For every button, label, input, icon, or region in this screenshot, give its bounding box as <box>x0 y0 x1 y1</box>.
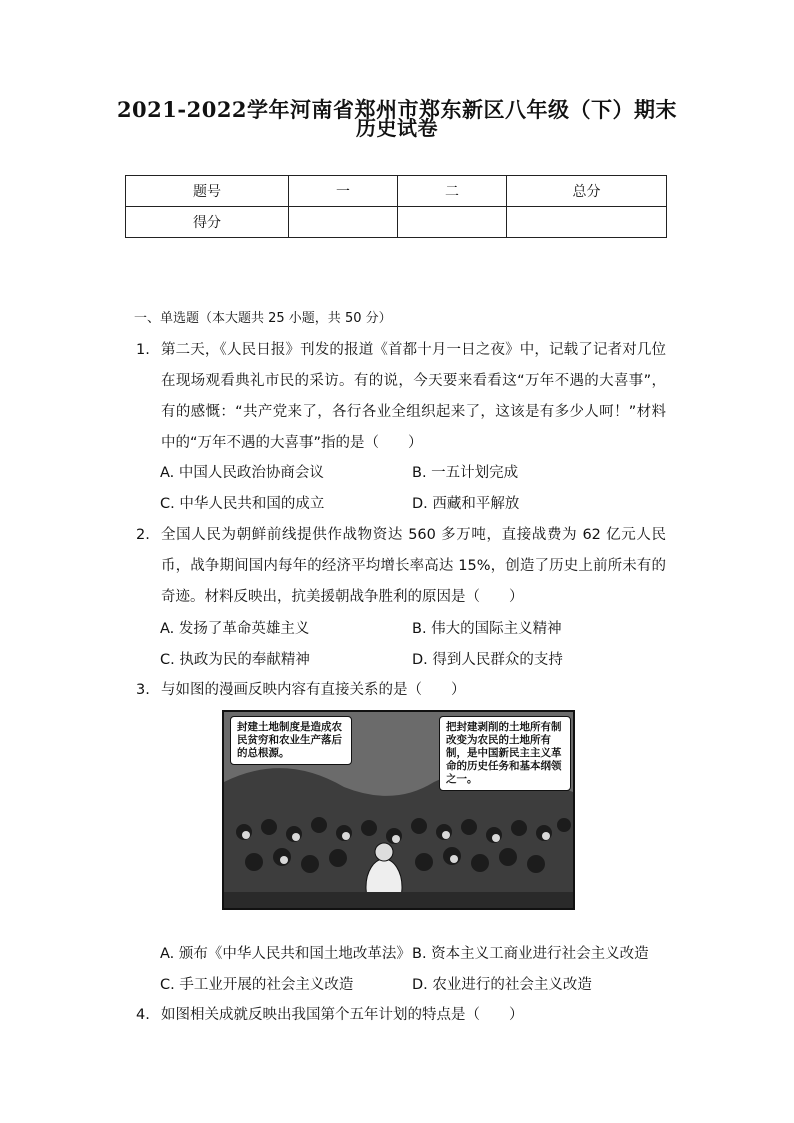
cartoon-speech-bubble-right: 把封建剥削的土地所有制改变为农民的土地所有制，是中国新民主主义革命的历史任务和基本纲领之一。 <box>439 716 571 791</box>
option-c[interactable]: C. 执政为民的奉献精神 <box>160 652 310 668</box>
option-b[interactable]: B. 伟大的国际主义精神 <box>412 621 562 637</box>
score-table <box>125 175 667 238</box>
option-b[interactable]: B. 资本主义工商业进行社会主义改造 <box>412 946 649 962</box>
score-cell-label: 题号 <box>126 176 289 207</box>
option-a[interactable]: A. 中国人民政治协商会议 <box>160 465 324 481</box>
score-cell-score-label: 得分 <box>126 207 289 238</box>
option-a[interactable]: A. 颁布《中华人民共和国土地改革法》 <box>160 946 411 962</box>
score-input-part2[interactable] <box>398 207 507 238</box>
score-table-header-row <box>126 176 667 207</box>
question-2-options <box>160 614 680 676</box>
exam-subtitle: 历史试卷 <box>356 116 438 140</box>
option-c[interactable]: C. 中华人民共和国的成立 <box>160 496 325 512</box>
question-stem: 第二天，《人民日报》刊发的报道《首都十月一日之夜》中，记载了记者对几位在现场观看典礼市民的采访。有的说，今天要来看看这“万年不遇的大喜事”，有的感慨：“共产党来了，各行各业全组织起来了，这该是有多少人呵！”材料中的“万年不遇的大喜事”指的是（ ） <box>161 342 666 451</box>
cartoon-image <box>222 710 575 910</box>
question-4 <box>136 1000 666 1031</box>
question-2 <box>136 520 666 613</box>
question-3-options <box>160 939 680 1001</box>
section-heading: 一、单选题（本大题共 25 小题，共 50 分） <box>134 311 392 326</box>
question-stem: 与如图的漫画反映内容有直接关系的是（ ） <box>161 682 466 698</box>
question-number: 4. <box>136 1007 150 1023</box>
score-input-part1[interactable] <box>289 207 398 238</box>
option-a[interactable]: A. 发扬了革命英雄主义 <box>160 621 310 637</box>
option-b[interactable]: B. 一五计划完成 <box>412 465 519 481</box>
option-d[interactable]: D. 得到人民群众的支持 <box>412 652 563 668</box>
option-d[interactable]: D. 西藏和平解放 <box>412 496 520 512</box>
question-1-options <box>160 458 680 520</box>
score-table-score-row <box>126 207 667 238</box>
question-stem: 全国人民为朝鲜前线提供作战物资达 560 多万吨，直接战费为 62 亿元人民币，战争期间国内每年的经济平均增长率高达 15%，创造了历史上前所未有的奇迹。材料反映出，抗美援朝战争胜利的原因是（ ） <box>161 527 666 605</box>
question-number: 1. <box>136 342 150 358</box>
exam-title: 2021-2022学年河南省郑州市郑东新区八年级（下）期末 <box>116 97 678 122</box>
cartoon-speech-bubble-left: 封建土地制度是造成农民贫穷和农业生产落后的总根源。 <box>230 716 352 765</box>
score-input-total[interactable] <box>507 207 667 238</box>
question-3 <box>136 675 666 706</box>
score-cell-part1: 一 <box>289 176 398 207</box>
score-cell-part2: 二 <box>398 176 507 207</box>
option-d[interactable]: D. 农业进行的社会主义改造 <box>412 977 592 993</box>
question-stem: 如图相关成就反映出我国第个五年计划的特点是（ ） <box>161 1007 524 1023</box>
option-c[interactable]: C. 手工业开展的社会主义改造 <box>160 977 354 993</box>
question-number: 3. <box>136 682 150 698</box>
score-cell-total: 总分 <box>507 176 667 207</box>
question-1 <box>136 335 666 459</box>
question-number: 2. <box>136 527 150 543</box>
